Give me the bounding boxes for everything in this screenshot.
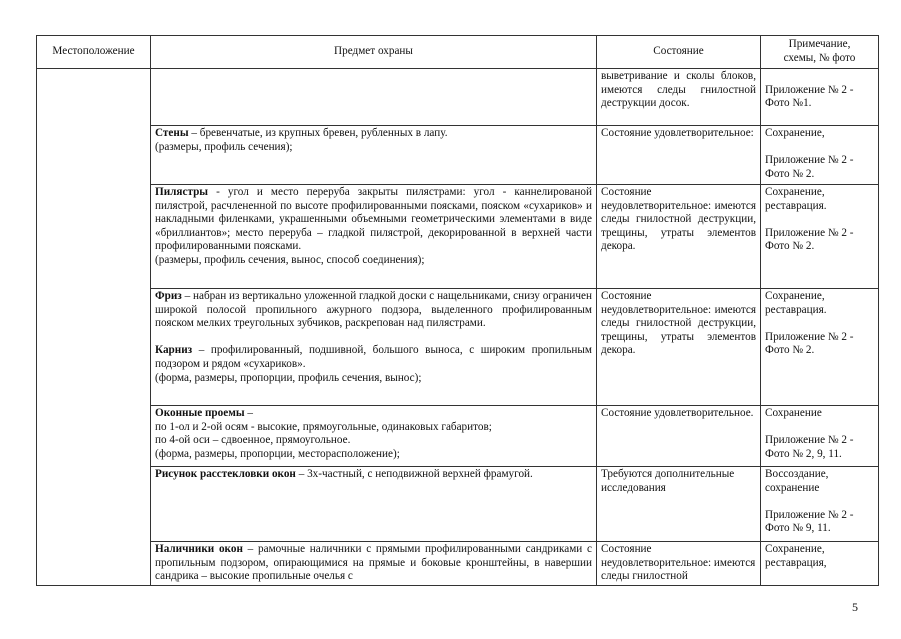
note-action: Воссоздание, сохранение [765,468,829,494]
header-subject: Предмет охраны [151,36,597,69]
subject-extra: (размеры, профиль сечения, вынос, способ соединения); [155,253,425,266]
table-row [37,406,879,467]
subject-extra: (форма, размеры, пропорции, месторасположение); [155,447,400,460]
subject-term: Рисунок расстекловки окон [155,468,296,480]
note-appendix: Приложение № 2 - Фото №1. [765,83,854,110]
subject-cell [151,467,597,542]
note-action: Сохранение, реставрация, [765,543,827,569]
note-action: Сохранение, реставрация. [765,290,827,316]
table-header-row [37,36,879,69]
condition-cell: выветривание и сколы блоков, имеются следы гнилостной деструкции досок. [597,69,761,126]
header-condition: Состояние [597,36,761,69]
table-row [37,542,879,586]
header-note-line1: Примечание, [788,38,851,51]
table-row [37,185,879,289]
page-number: 5 [852,600,858,614]
subject-desc: – [244,407,253,419]
note-appendix: Приложение № 2 - Фото № 2. [765,154,854,180]
subject-term-2: Карниз [155,344,193,357]
note-cell [761,406,879,467]
condition-cell: Состояние удовлетворительное. [597,406,761,467]
condition-cell: Состояние неудовлетворительное: имеются следы гнилостной [597,542,761,586]
subject-term: Пилястры [155,186,209,198]
note-cell [761,126,879,185]
subject-term: Оконные проемы [155,407,245,419]
subject-extra: (форма, размеры, пропорции, профиль сечения, вынос); [155,371,422,384]
note-cell [761,289,879,406]
header-location: Местоположение [37,36,151,69]
table-row [37,126,879,185]
subject-cell [151,542,597,586]
note-cell [761,467,879,542]
subject-extra: (размеры, профиль сечения); [155,140,293,153]
subject-line: по 4-ой оси – сдвоенное, прямоугольное. [155,434,351,447]
protection-subject-table [36,35,879,586]
table-row [37,467,879,542]
note-appendix: Приложение № 2 - Фото № 9, 11. [765,508,854,535]
note-cell [761,69,879,126]
condition-cell: Состояние неудовлетворительное: имеются следы гнилостной деструкции, трещины, утраты элементов декора. [597,289,761,406]
table-row [37,69,879,126]
subject-desc: – набран из вертикально уложенной гладкой доски с нащельниками, снизу ограничен широкой полосой пропильного ажурного подзора, выделенного профилированным пояском мелких треугольных зубчиков, раскрепован над пилястрами. [155,290,592,330]
note-cell [761,542,879,586]
header-note [761,36,879,69]
condition-cell: Состояние удовлетворительное: [597,126,761,185]
note-appendix: Приложение № 2 - Фото № 2. [765,226,854,253]
subject-cell [151,185,597,289]
subject-desc: – рамочные наличники с прямыми профилированными сандриками с пропильным подзором, опирающимися на прямые и боковые кронштейны, в навершии сандрика – высокие пропильные очелья с [155,543,592,583]
condition-cell: Требуются дополнительные исследования [597,467,761,542]
note-action: Сохранение [765,407,822,419]
header-note-line2: схемы, № фото [783,52,856,64]
condition-cell: Состояние неудовлетворительное: имеются следы гнилостной деструкции, трещины, утраты элементов декора. [597,185,761,289]
note-appendix: Приложение № 2 - Фото № 2, 9, 11. [765,434,854,460]
note-cell [761,185,879,289]
subject-term: Наличники окон [155,543,243,555]
note-action: Сохранение, [765,127,825,139]
subject-cell [151,406,597,467]
subject-term: Стены [155,127,189,139]
subject-desc: - угол и место переруба закрыты пилястрами: угол - каннелированой пилястрой, расчлененной по высоте профилированными поясками, пояском «сухариков» и накладными филенками, украшенными объемными геометрическими элементами в виде «бриллиантов»; место переруба – гладкой пилястрой, декорированной в верхней части профилированными поясками. [155,186,592,253]
subject-cell [151,289,597,406]
subject-desc: – 3х-частный, с неподвижной верхней фрамугой. [295,468,533,480]
subject-term: Фриз [155,290,182,302]
note-action: Сохранение, реставрация. [765,186,827,212]
subject-desc: – бревенчатые, из крупных бревен, рубленных в лапу. [188,127,448,139]
subject-desc-2: – профилированный, подшивной, большого выноса, с широким пропильным подзором и рядом «сухариков». [155,344,592,370]
subject-line: по 1-ол и 2-ой осям - высокие, прямоугольные, одинаковых габаритов; [155,420,492,433]
note-appendix: Приложение № 2 - Фото № 2. [765,330,854,357]
subject-cell [151,126,597,185]
location-cell [37,69,151,586]
subject-cell [151,69,597,126]
table-row [37,289,879,406]
